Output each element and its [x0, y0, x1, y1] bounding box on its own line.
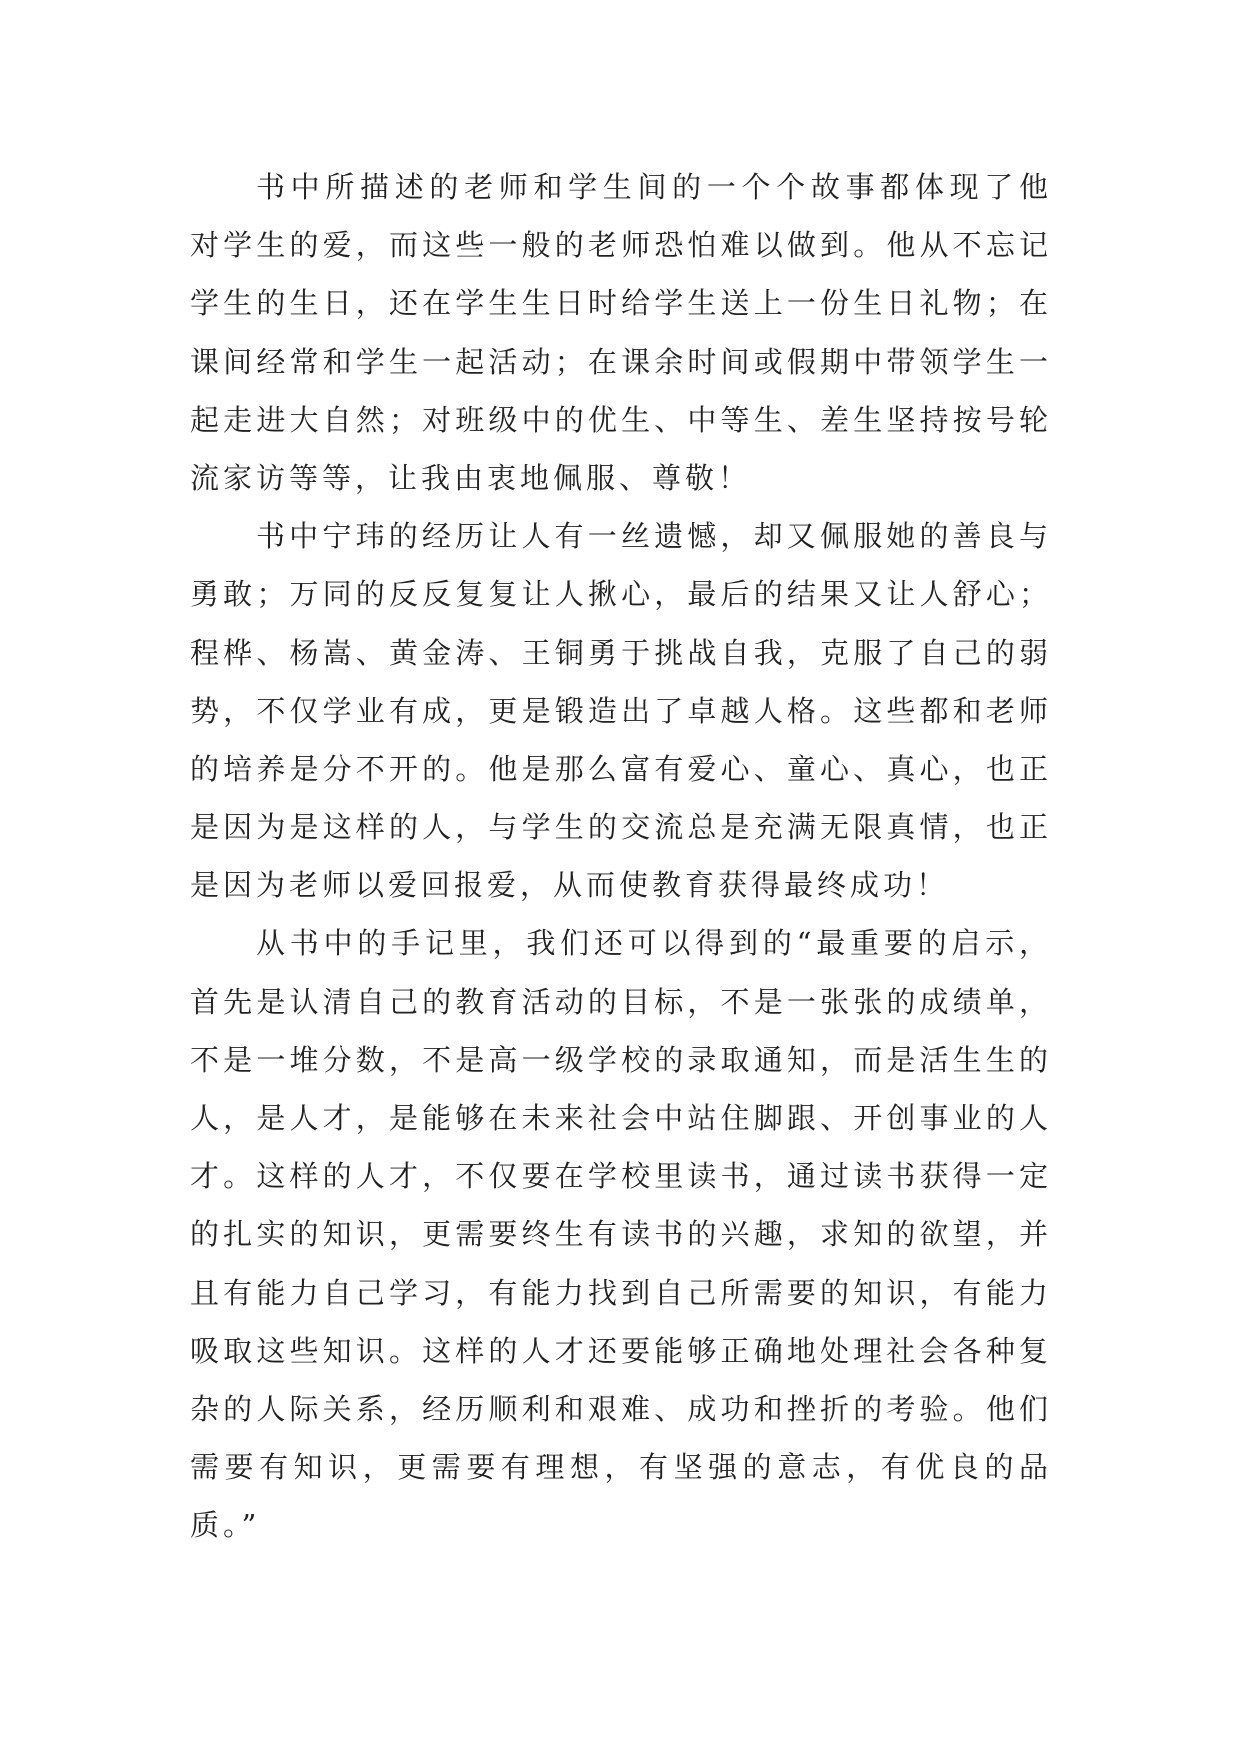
- paragraph-3: [190, 914, 1052, 1554]
- text-line: 学生的生日，还在学生生日时给学生送上一份生日礼物；在: [190, 286, 1052, 321]
- text-line: 不是一堆分数，不是高一级学校的录取通知，而是活生生的: [190, 1042, 1052, 1077]
- text-line: 流家访等等，让我由衷地佩服、尊敬！: [190, 460, 752, 495]
- text-line: 杂的人际关系，经历顺利和艰难、成功和挫折的考验。他们: [190, 1391, 1052, 1426]
- text-line: 是因为老师以爱回报爱，从而使教育获得最终成功！: [190, 868, 950, 903]
- document-body: [190, 158, 1052, 1555]
- text-line: 对学生的爱，而这些一般的老师恐怕难以做到。他从不忘记: [190, 228, 1052, 263]
- text-line: 人，是人才，是能够在未来社会中站住脚跟、开创事业的人: [190, 1101, 1052, 1135]
- text-line: 勇敢；万同的反反复复让人揪心，最后的结果又让人舒心；: [190, 577, 1052, 612]
- paragraph-2: [190, 507, 1052, 914]
- text-line: 起走进大自然；对班级中的优生、中等生、差生坚持按号轮: [190, 402, 1052, 437]
- text-line: 书中所描述的老师和学生间的一个个故事都体现了他: [256, 170, 1052, 204]
- text-line: 书中宁玮的经历让人有一丝遗憾，却又佩服她的善良与: [256, 519, 1052, 554]
- text-line: 从书中的手记里，我们还可以得到的“最重要的启示，: [256, 926, 1052, 961]
- text-line: 程桦、杨嵩、黄金涛、王铜勇于挑战自我，克服了自己的弱: [190, 635, 1052, 670]
- text-line: 是因为是这样的人，与学生的交流总是充满无限真情，也正: [190, 810, 1052, 845]
- text-line: 且有能力自己学习，有能力找到自己所需要的知识，有能力: [190, 1275, 1052, 1310]
- text-line: 吸取这些知识。这样的人才还要能够正确地处理社会各种复: [190, 1333, 1052, 1368]
- text-line: 势，不仅学业有成，更是锻造出了卓越人格。这些都和老师: [190, 693, 1052, 728]
- paragraph-1: [190, 158, 1052, 507]
- text-line: 课间经常和学生一起活动；在课余时间或假期中带领学生一: [190, 344, 1052, 379]
- text-line: 质。”: [190, 1508, 261, 1543]
- text-line: 的培养是分不开的。他是那么富有爱心、童心、真心，也正: [190, 751, 1052, 786]
- text-line: 首先是认清自己的教育活动的目标，不是一张张的成绩单，: [190, 984, 1052, 1019]
- text-line: 的扎实的知识，更需要终生有读书的兴趣，求知的欲望，并: [190, 1217, 1052, 1252]
- text-line: 需要有知识，更需要有理想，有坚强的意志，有优良的品: [190, 1450, 1052, 1485]
- text-line: 才。这样的人才，不仅要在学校里读书，通过读书获得一定: [190, 1159, 1052, 1194]
